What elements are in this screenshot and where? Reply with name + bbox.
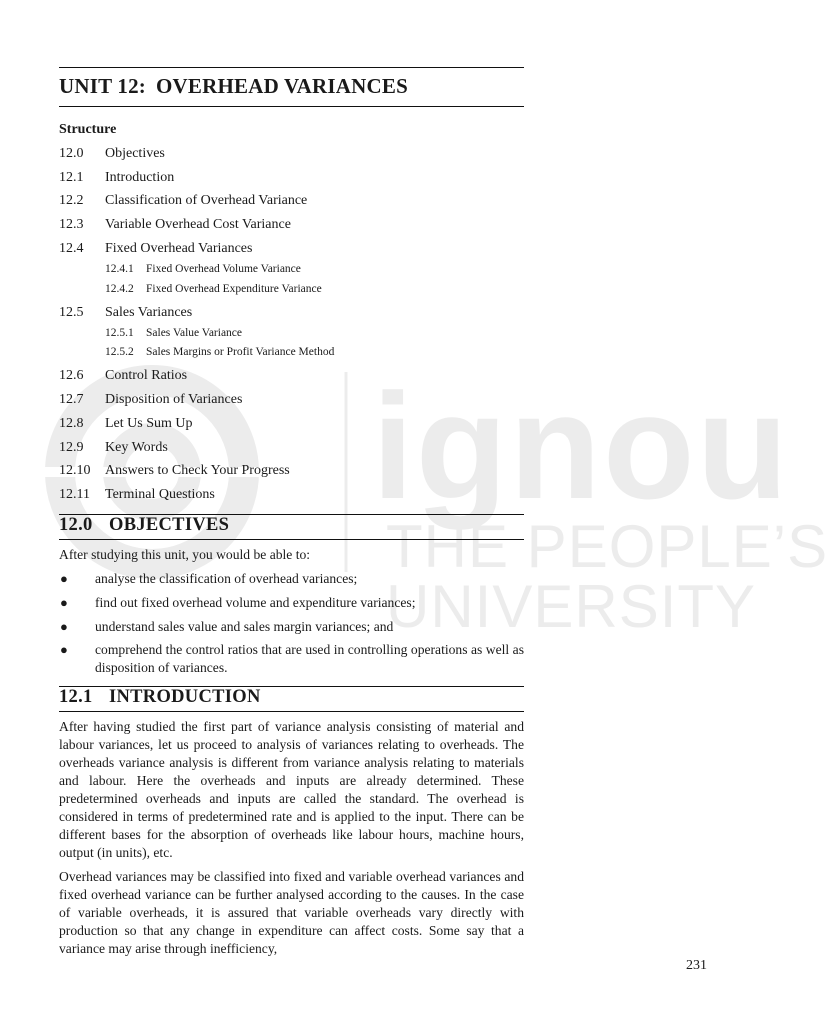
introduction-paragraph-1: After having studied the first part of variance analysis consisting of material and labour variances, let us proceed to analysis of variances relating to overheads. The overheads variance analysis is different from variance analysis relating to materials and labour. Here the overheads and inputs are already determined. These predetermined overheads and inputs are called the standard. The overhead is considered in terms of predetermined rate and is applied to the input. There can be different bases for the absorption of overheads like labour hours, machine hours, output (in units), etc. — [59, 719, 524, 860]
toc-item: 12.10 Answers to Check Your Progress — [59, 463, 290, 478]
structure-heading: Structure — [59, 122, 117, 137]
watermark-tagline-1: THE PEOPLE’S — [386, 513, 828, 580]
unit-label: UNIT 12: — [59, 74, 146, 98]
toc-subitem: 12.4.2 Fixed Overhead Expenditure Variance — [105, 283, 322, 295]
unit-title — [59, 74, 408, 99]
toc-item: 12.6 Control Ratios — [59, 368, 188, 383]
toc-subitem: 12.5.2 Sales Margins or Profit Variance Method — [105, 346, 335, 358]
toc-subitem: 12.4.1 Fixed Overhead Volume Variance — [105, 263, 301, 275]
toc-item: 12.8 Let Us Sum Up — [59, 416, 193, 431]
objectives-intro: After studying this unit, you would be able to: — [59, 547, 311, 562]
header-top-rule — [59, 67, 524, 68]
toc-item: 12.0 Objectives — [59, 146, 165, 161]
toc-item: 12.1 Introduction — [59, 170, 175, 185]
page-number: 231 — [686, 958, 707, 973]
introduction-bottom-rule — [59, 711, 524, 712]
toc-item: 12.2 Classification of Overhead Variance — [59, 193, 308, 208]
header-bottom-rule — [59, 106, 524, 107]
watermark-tagline-2: UNIVERSITY — [386, 573, 757, 640]
toc-item: 12.4 Fixed Overhead Variances — [59, 241, 253, 256]
objectives-heading: 12.0 OBJECTIVES — [59, 515, 230, 535]
introduction-paragraph-2: Overhead variances may be classified into fixed and variable overhead variances and fixed overhead variance can be further analysed according to the causes. In the case of variable overheads, it is assured that variable overheads vary directly with production so that any change in expenditure can affect costs. Some say that a variance may arise through inefficiency, — [59, 869, 524, 956]
toc-item: 12.3 Variable Overhead Cost Variance — [59, 217, 291, 232]
toc-item: 12.9 Key Words — [59, 440, 168, 455]
watermark-brand: ignou — [372, 362, 791, 530]
toc-subitem: 12.5.1 Sales Value Variance — [105, 327, 243, 339]
introduction-heading: 12.1 INTRODUCTION — [59, 687, 261, 707]
toc-item: 12.11 Terminal Questions — [59, 487, 215, 502]
unit-name: OVERHEAD VARIANCES — [155, 74, 408, 98]
toc-item: 12.7 Disposition of Variances — [59, 392, 243, 407]
toc-item: 12.5 Sales Variances — [59, 305, 193, 320]
objectives-bottom-rule — [59, 539, 524, 540]
